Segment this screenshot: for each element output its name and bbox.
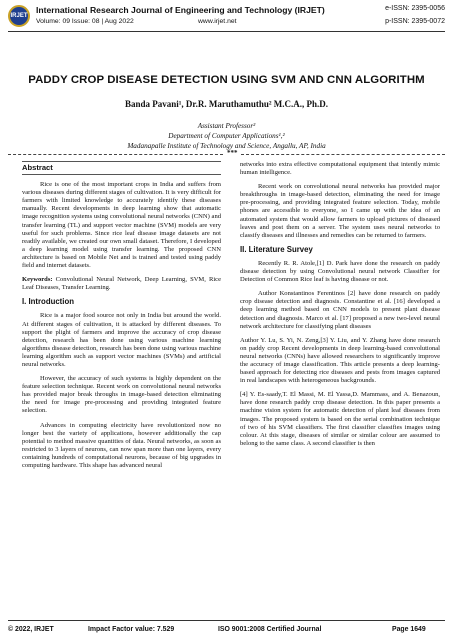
footer-iso: ISO 9001:2008 Certified Journal — [218, 626, 322, 633]
journal-header — [0, 0, 453, 40]
literature-paragraph-2: Author Konstantinos Ferentinos [2] have done research on paddy crop disease detection and diagnosis. Constantine et al. [16] developed a deep learning method based on CNN models to present plant disease detection and diagnosis. Marco et al. [17] proposed a new two-level neural network architecture for classifying plant diseases — [240, 290, 440, 330]
logo-text: IRJET — [10, 13, 28, 19]
intro-paragraph-2: However, the accuracy of such systems is highly dependent on the feature selection technique. Recent work on convolutional neural networks has provided major break throughs in image-based detection eliminating the need for image pre-processing and providing integrated feature selection. — [22, 375, 221, 415]
author-institution: Madanapalle Institute of Technology and Science, Angallu, AP, India — [127, 142, 326, 150]
paper-authors: Banda Pavani¹, Dr.R. Maruthamuthu² M.C.A., Ph.D. — [124, 99, 329, 109]
intro-heading: I. Introduction — [22, 297, 74, 307]
literature-paragraph-3: Author Y. Lu, S. Yi, N. Zeng,[3] Y. Liu, and Y. Zhang have done research on paddy crop Recent developments in deep learning-based convolutional neural networks (CNNs) have allowed researchers to significantly improve the accuracy of image classification. This article presents a deep learning-based approach for detecting rice diseases and pests from images captured in real landscapes with heterogeneous backgrounds. — [240, 336, 440, 385]
literature-paragraph-4: [4] Y. Es-saady,T. El Massi, M. El Yassa,D. Mammass, and A. Benazoun, have done research paddy crop disease detection. In this paper presents a machine vision system for automatic detection of plant leaf diseases from images. The proposed system is based on the serial combination technique of two of his SVM classifiers. The first classifier classifies images using colour. At this stage, diseases of similar or similar colour are assumed to belong to the same class. A second classifier is then — [240, 391, 440, 447]
continued-paragraph: networks into extra effective computational equipment that intently mimic human intelligence. — [240, 161, 440, 177]
keywords — [22, 276, 221, 292]
section-separator — [8, 150, 445, 158]
paper-title: PADDY CROP DISEASE DETECTION USING SVM AND CNN ALGORITHM — [28, 74, 425, 86]
journal-website[interactable]: www.irjet.net — [198, 18, 237, 25]
separator-stars: *** — [227, 149, 238, 157]
literature-paragraph-1: Recently R. R. Atole,[1] D. Park have done the research on paddy disease detection by using Convolutional neural network Classifier for Detection of Common Rice leaf is having disease or not. — [240, 259, 440, 284]
author-department: Department of Computer Applications¹,² — [168, 132, 285, 140]
footer-copyright: © 2022, IRJET — [8, 626, 54, 633]
author-role: Assistant Professor² — [197, 122, 256, 130]
header-rule — [8, 31, 445, 32]
footer-rule — [8, 620, 445, 621]
volume-issue: Volume: 09 Issue: 08 | Aug 2022 — [36, 18, 134, 25]
e-issn: e-ISSN: 2395-0056 — [385, 5, 445, 12]
right-column — [240, 161, 440, 454]
journal-name: International Research Journal of Engineering and Technology (IRJET) — [36, 5, 325, 15]
abstract-heading: Abstract — [22, 161, 221, 175]
abstract-text: Rice is one of the most important crops in India and suffers from various diseases during different stages of cultivation. It is very difficult for farmers with limited knowledge to accurately identify these diseases manually. Recent developments in deep learning show that automatic image recognition systems using convolutional neural networks (CNN) and transfer learning (TL) and support vector machine (SVM) models are very useful for such problems. Since rice leaf disease image datasets are not readily available, we created our own small dataset. Therefore, I developed a deep learning model using transfer learning. The proposed CNN architecture is based on Mobile Net and is trained and tested using paddy field and internet datasets. — [22, 181, 221, 270]
left-column — [22, 161, 221, 476]
irjet-logo — [8, 5, 30, 27]
keywords-text: Convolutional Neural Network, Deep Learning, SVM, Rice Leaf Diseases, Transfer Learning. — [22, 276, 221, 292]
literature-heading: II. Literature Survey — [240, 244, 313, 254]
intro-paragraph-4: Recent work on convolutional neural networks has provided major breakthroughs in image-based detection, eliminating the need for image pre-processing, and providing integrated feature selection. Today, mobile phones are accessible to everyone, so I came up with the idea of an automated system that would allow farmers to upload pictures of diseased leaves and post them on a server. The system uses neural networks to classify diseases and illnesses and remedies can be returned to farmers. — [240, 183, 440, 239]
footer-page-number: Page 1649 — [392, 626, 426, 633]
keywords-label: Keywords: — [22, 276, 53, 284]
footer-impact-factor: Impact Factor value: 7.529 — [88, 626, 175, 633]
p-issn: p-ISSN: 2395-0072 — [385, 18, 445, 25]
intro-paragraph-1: Rice is a major food source not only in India but around the world. At different stages of cultivation, it is attacked by different diseases. To support the plight of farmers and improve the accuracy of crop disease detection, research has been done using various machine learning algorithms disease detection, research has been done using various machine learning algorithm such as support vector machines (SVMs) and artificial neural networks. — [22, 312, 221, 368]
intro-paragraph-3: Advances in computing electricity have revolutionized now no longer best the variety of applications, however additionally the cap potential to method massive quantities of data. Neural networks, as soon as restricted to 3 layers of neurons, can now span more than one layers, every containing hundreds of computational neurons, because of big upgrades in computing hardware. This shape has advanced neural — [22, 421, 221, 469]
